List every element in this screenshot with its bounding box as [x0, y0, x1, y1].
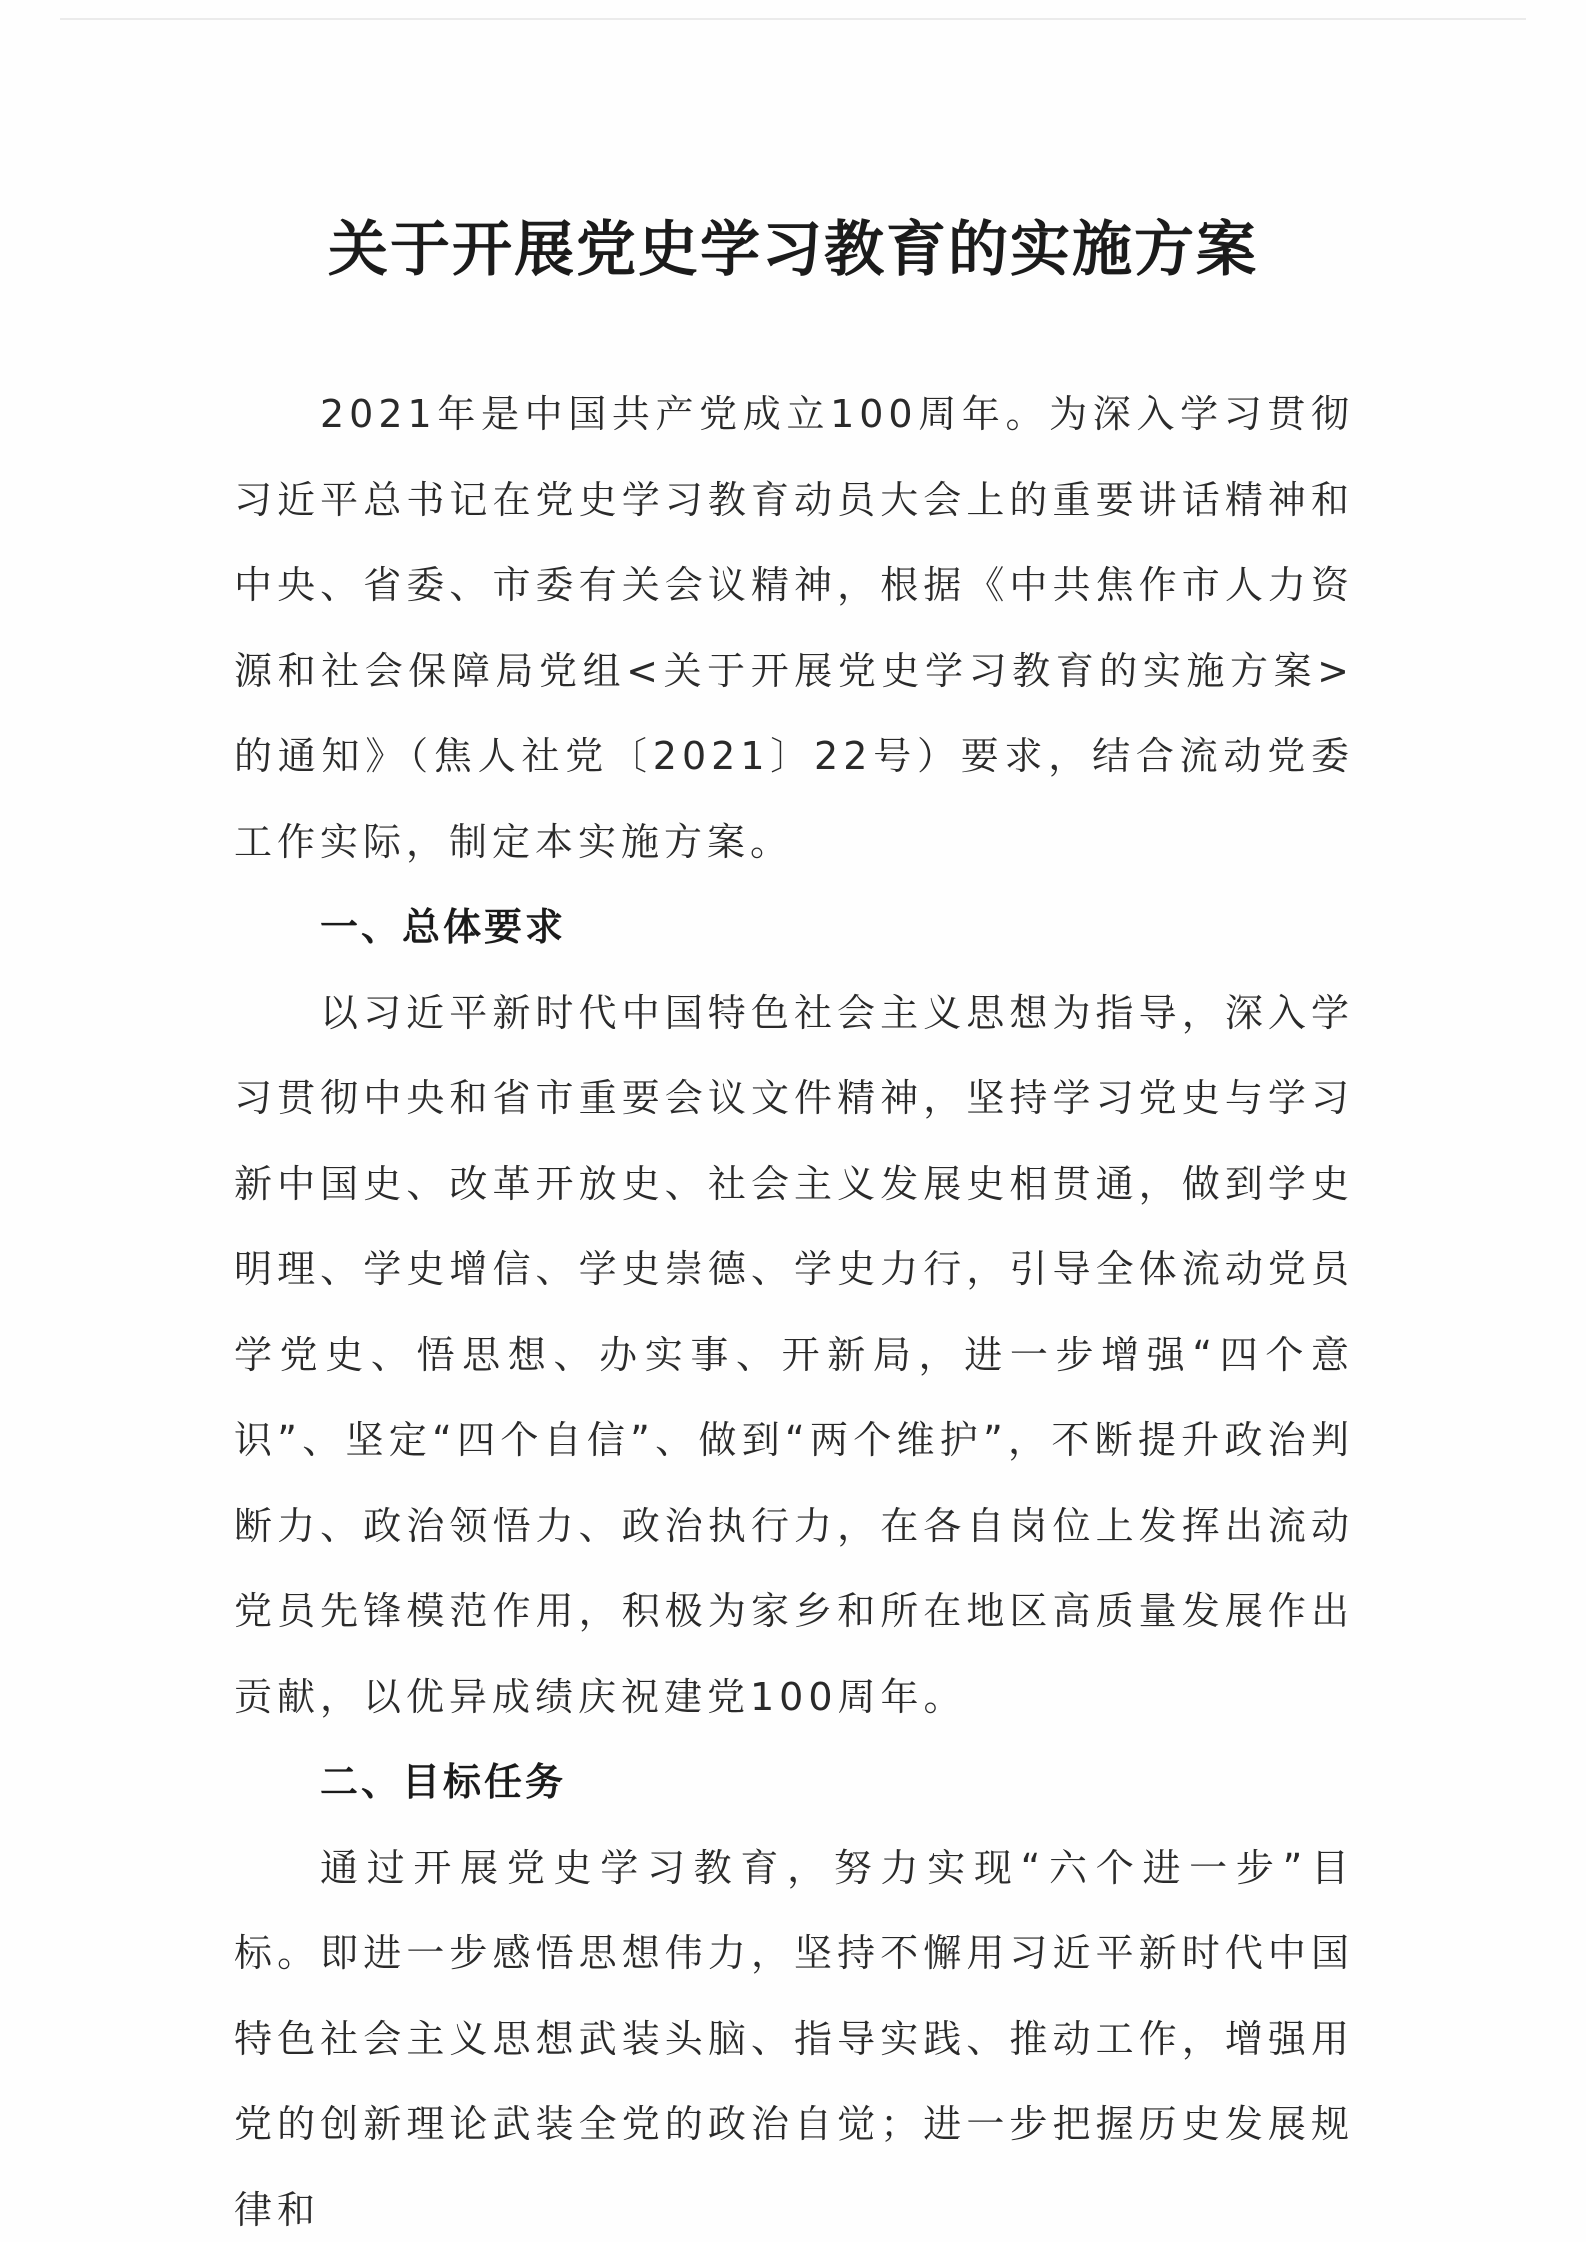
section-body-goals-tasks: 通过开展党史学习教育，努力实现“六个进一步”目标。即进一步感悟思想伟力，坚持不懈用习近平新时代中国特色社会主义思想武装头脑、指导实践、推动工作，增强用党的创新理论武装全党的政治自觉；进一步把握历史发展规律和	[234, 1826, 1354, 2253]
document-body	[234, 372, 1354, 2253]
scan-edge	[60, 18, 1526, 20]
section-body-overall-requirements: 以习近平新时代中国特色社会主义思想为指导，深入学习贯彻中央和省市重要会议文件精神，坚持学习党史与学习新中国史、改革开放史、社会主义发展史相贯通，做到学史明理、学史增信、学史崇德、学史力行，引导全体流动党员学党史、悟思想、办实事、开新局，进一步增强“四个意识”、坚定“四个自信”、做到“两个维护”，不断提升政治判断力、政治领悟力、政治执行力，在各自岗位上发挥出流动党员先锋模范作用，积极为家乡和所在地区高质量发展作出贡献，以优异成绩庆祝建党100周年。	[234, 971, 1354, 1741]
section-heading-goals-tasks: 二、目标任务	[234, 1740, 1354, 1826]
section-heading-overall-requirements: 一、总体要求	[234, 885, 1354, 971]
document-title: 关于开展党史学习教育的实施方案	[0, 210, 1586, 290]
intro-paragraph: 2021年是中国共产党成立100周年。为深入学习贯彻习近平总书记在党史学习教育动员大会上的重要讲话精神和中央、省委、市委有关会议精神，根据《中共焦作市人力资源和社会保障局党组<关于开展党史学习教育的实施方案>的通知》（焦人社党〔2021〕22号）要求，结合流动党委工作实际，制定本实施方案。	[234, 372, 1354, 885]
